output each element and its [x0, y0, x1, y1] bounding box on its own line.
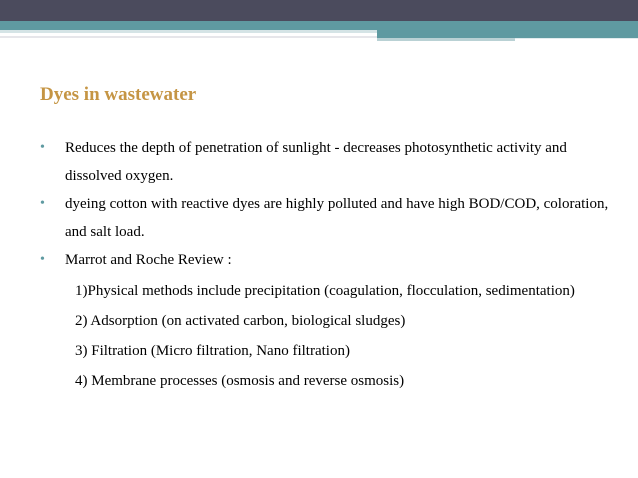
sub-item: 1)Physical methods include precipitation (coagulation, flocculation, sedimentation) [75, 283, 575, 299]
bullet-text: Reduces the depth of penetration of sunlight - decreases photosynthetic activity and dissolved oxygen. [65, 140, 567, 184]
bullet-item [40, 134, 620, 190]
header-band-dark [0, 0, 638, 21]
sub-item: 2) Adsorption (on activated carbon, biological sludges) [75, 313, 406, 329]
header-band-thin [377, 38, 515, 41]
bullet-icon: • [40, 252, 45, 267]
bullet-icon: • [40, 196, 45, 211]
bullet-item [40, 246, 620, 274]
header-band-teal-right [377, 30, 638, 38]
sub-item: 3) Filtration (Micro filtration, Nano filtration) [75, 343, 350, 359]
bullet-text: dyeing cotton with reactive dyes are highly polluted and have high BOD/COD, coloration, and salt load. [65, 196, 609, 240]
header-band-thin-right [515, 38, 638, 39]
header-band-teal [0, 21, 638, 30]
slide-body [40, 134, 620, 396]
slide-title: Dyes in wastewater [40, 84, 197, 105]
bullet-icon: • [40, 140, 45, 155]
bullet-item [40, 190, 620, 246]
bullet-text: Marrot and Roche Review : [65, 252, 232, 268]
sub-item: 4) Membrane processes (osmosis and reverse osmosis) [75, 373, 405, 389]
header-band-gray [0, 36, 377, 38]
